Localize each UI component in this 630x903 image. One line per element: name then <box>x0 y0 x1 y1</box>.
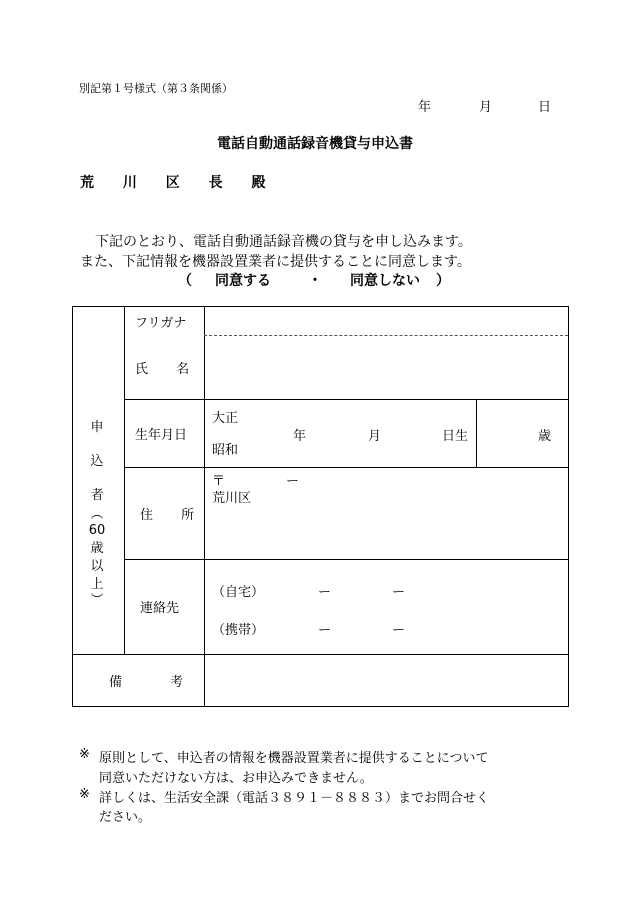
date-month-label: 月 <box>479 100 493 115</box>
application-table <box>72 306 569 707</box>
table-border-left <box>72 306 73 707</box>
birth-year-label: 年 <box>293 429 307 444</box>
birthdate-label: 生年月日 <box>135 427 188 443</box>
consent-open-paren: （ <box>178 273 192 289</box>
postal-mark: 〒 <box>212 474 226 489</box>
applicant-char-2: 込 <box>90 454 104 469</box>
divider-furigana-dashed <box>204 335 568 336</box>
contact-mobile-label: （携帯） <box>212 623 265 638</box>
era-showa-option[interactable]: 昭和 <box>212 443 239 458</box>
contact-mobile-dash-1: ー <box>318 623 332 638</box>
divider-row-name <box>124 399 568 400</box>
note-2-line-2: ださい。 <box>99 810 152 825</box>
contact-mobile-dash-2: ー <box>392 623 406 638</box>
applicant-char-8: 上 <box>90 577 104 592</box>
note-2-mark: ※ <box>79 787 90 802</box>
divider-row-address <box>124 559 568 560</box>
applicant-char-9: ︶ <box>90 593 104 608</box>
applicant-char-4: ︵ <box>90 507 104 522</box>
birth-month-label: 月 <box>368 429 382 444</box>
remarks-label: 備 考 <box>109 674 206 690</box>
age-label: 歳 <box>538 429 552 444</box>
body-line-2: また、下記情報を機器設置業者に提供することに同意します。 <box>80 254 471 270</box>
note-1-mark: ※ <box>79 747 90 762</box>
consent-agree-option[interactable]: 同意する <box>215 273 271 289</box>
contact-home-dash-1: ー <box>318 585 332 600</box>
applicant-char-7: 以 <box>90 559 104 574</box>
page-title: 電話自動通話録音機貸与申込書 <box>217 136 413 152</box>
address-ward: 荒川区 <box>212 491 252 506</box>
note-2-line-1: 詳しくは、生活安全課（電話３８９１－８８８３）までお問合せく <box>99 791 490 806</box>
note-1-line-2: 同意いただけない方は、お申込みできません。 <box>99 771 373 786</box>
name-label: 氏 名 <box>135 362 202 377</box>
birth-day-label: 日生 <box>442 429 469 444</box>
body-line-1: 下記のとおり、電話自動通話録音機の貸与を申し込みます。 <box>95 234 472 250</box>
remarks-field[interactable] <box>205 655 568 706</box>
addressee: 荒 川 区 長 殿 <box>80 175 278 191</box>
consent-disagree-option[interactable]: 同意しない <box>350 273 420 289</box>
consent-close-paren: ） <box>436 273 450 289</box>
applicant-label <box>84 416 110 608</box>
contact-home-dash-2: ー <box>392 585 406 600</box>
table-border-bottom <box>72 706 569 707</box>
divider-age-col <box>476 399 477 467</box>
contact-label: 連絡先 <box>140 601 180 616</box>
date-day-label: 日 <box>538 100 552 115</box>
postal-dash: ー <box>286 474 300 489</box>
date-year-label: 年 <box>418 100 432 115</box>
applicant-char-5: 60 <box>88 523 106 538</box>
form-reference: 別記第１号様式（第３条関係） <box>79 82 233 95</box>
era-taisho-option[interactable]: 大正 <box>212 411 239 426</box>
consent-separator: ・ <box>308 273 322 289</box>
applicant-char-3: 者 <box>90 488 104 503</box>
applicant-char-1: 申 <box>90 420 104 435</box>
applicant-char-6: 歳 <box>90 541 104 556</box>
table-border-right <box>568 306 569 707</box>
furigana-label: フリガナ <box>135 315 187 331</box>
note-1-line-1: 原則として、申込者の情報を機器設置業者に提供することについて <box>99 751 489 766</box>
contact-home-label: （自宅） <box>212 585 265 600</box>
divider-applicant-col <box>124 306 125 654</box>
furigana-field[interactable] <box>205 307 568 335</box>
name-field[interactable] <box>205 337 568 399</box>
address-label: 住 所 <box>140 507 207 523</box>
